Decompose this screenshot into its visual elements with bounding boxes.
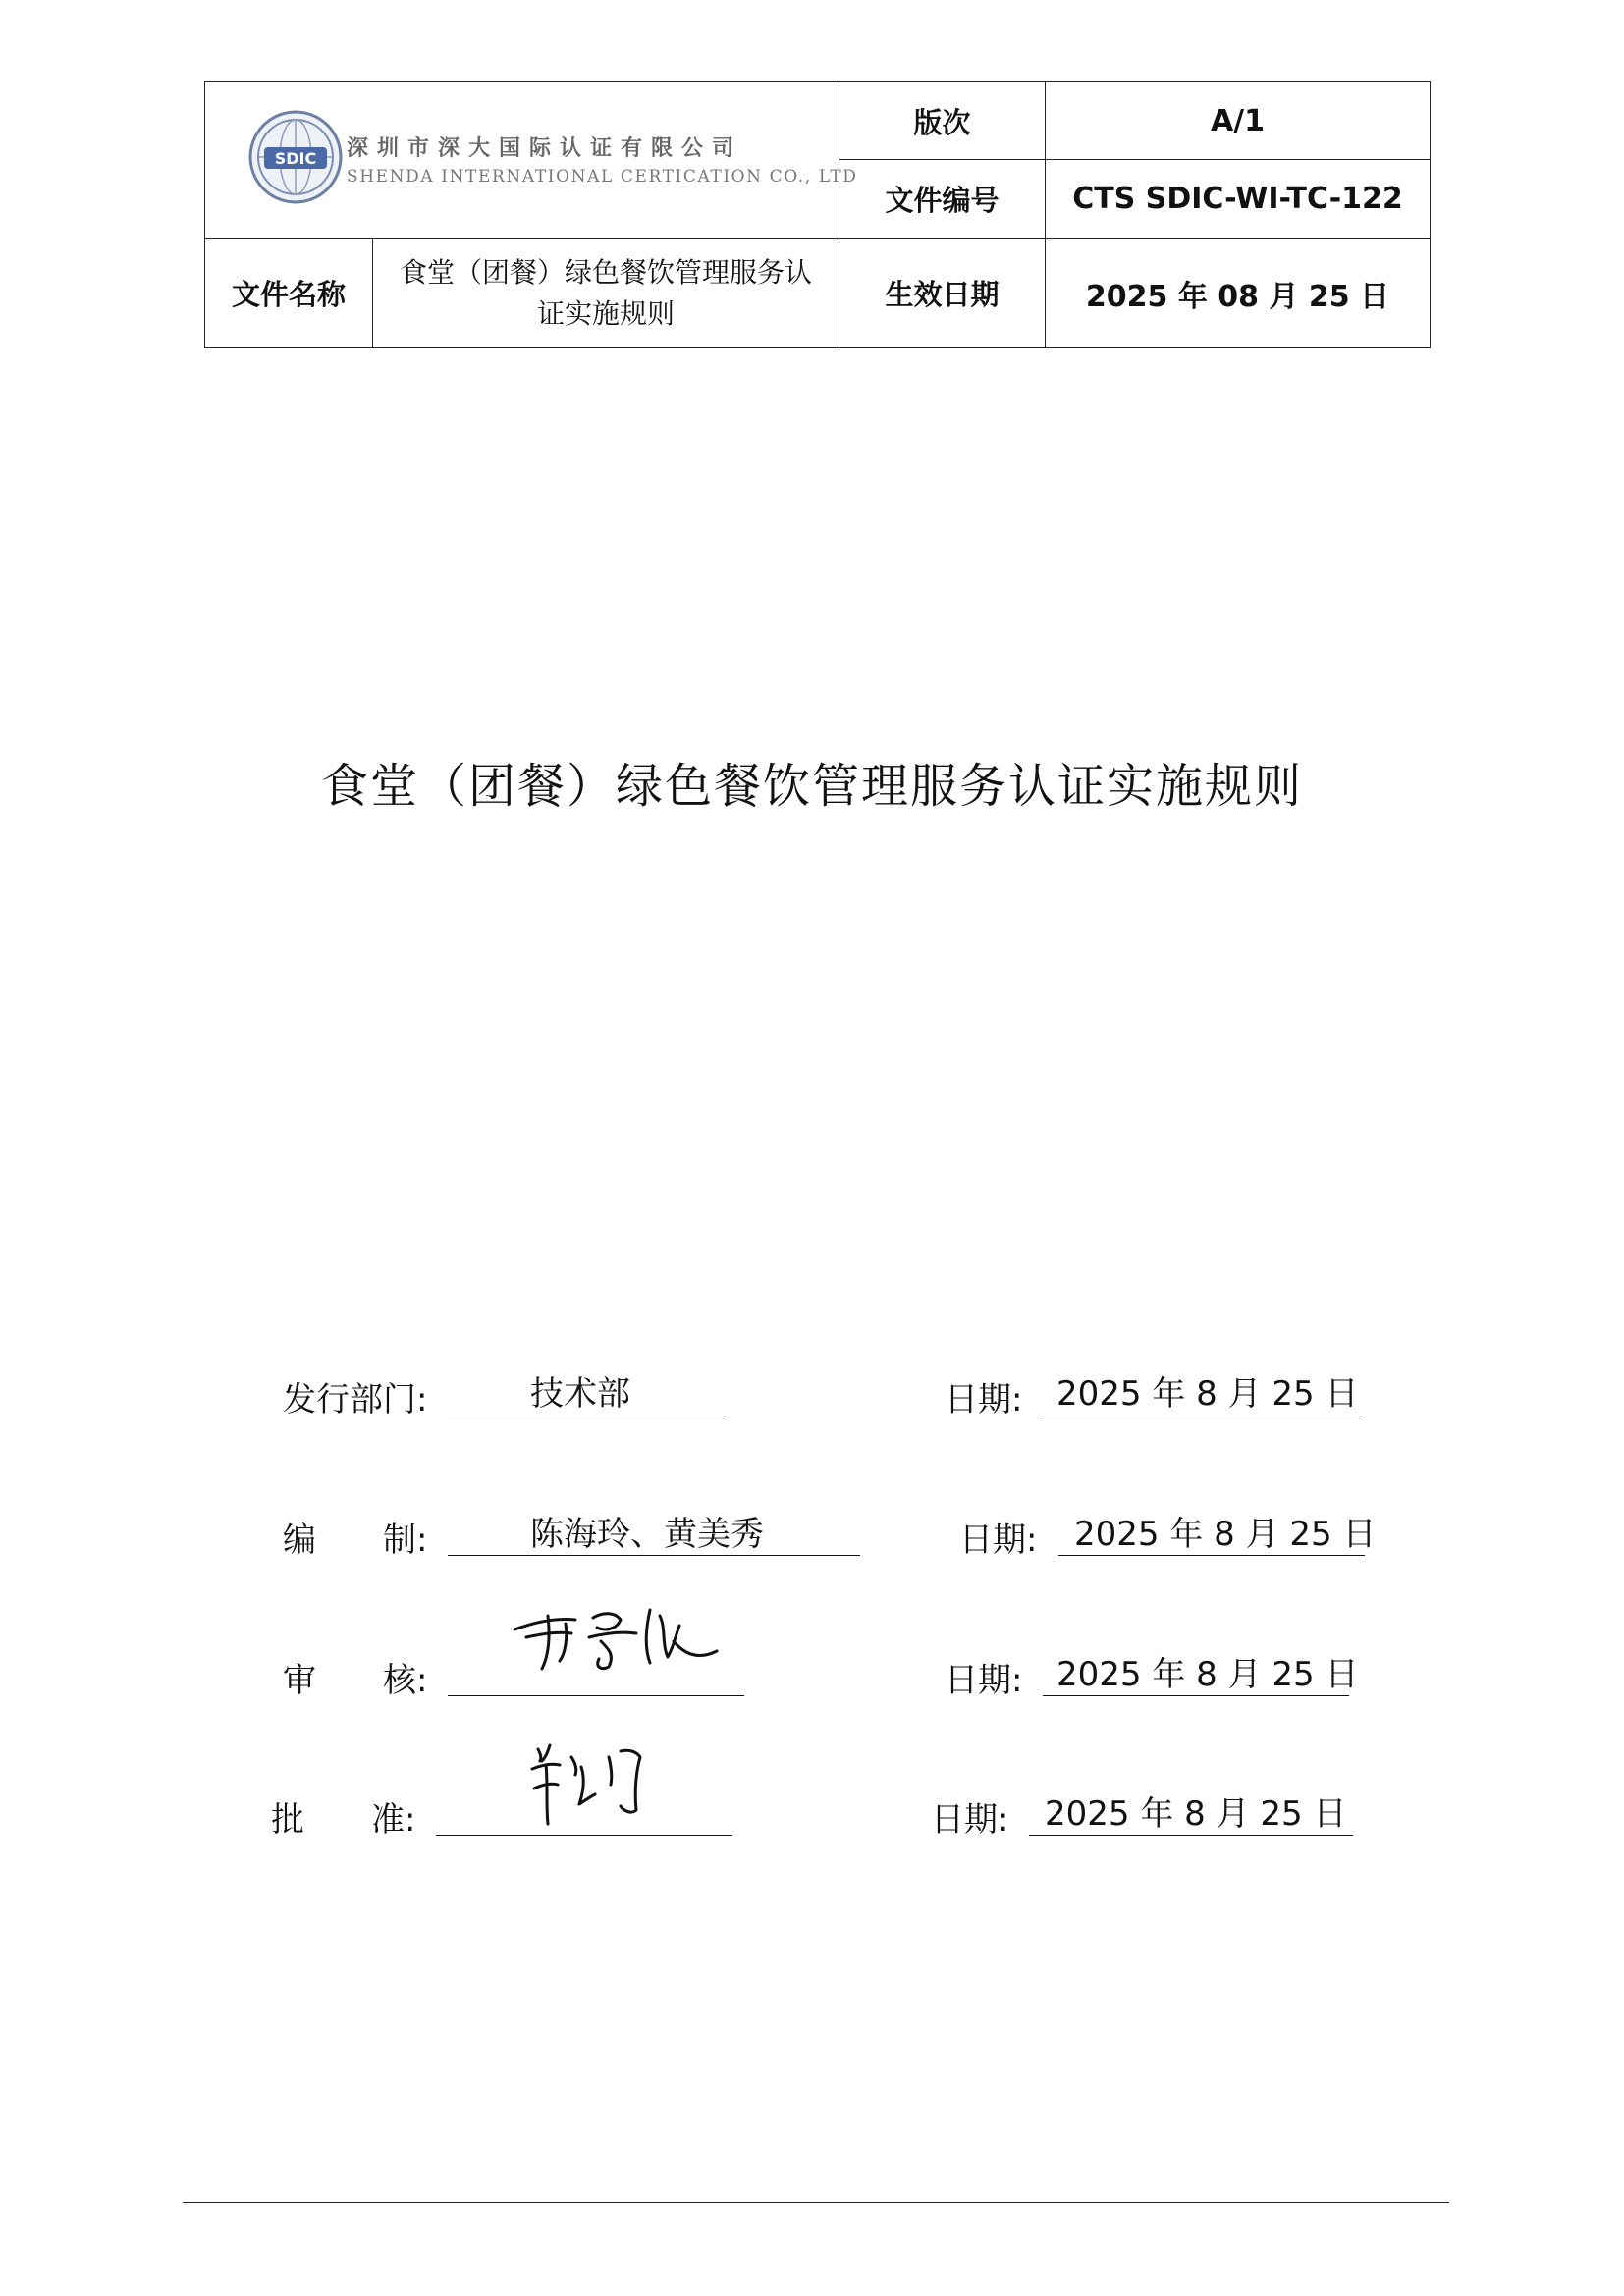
issuer-date-label: 日期:: [945, 1380, 1023, 1419]
approver-signature: [526, 1735, 654, 1830]
footer-divider: [183, 2202, 1449, 2203]
reviewer-signature: [507, 1598, 723, 1679]
company-logo-icon: [248, 110, 343, 204]
author-value: 陈海玲、黄美秀: [530, 1515, 764, 1554]
author-date-field: [1058, 1512, 1377, 1556]
company-name-cn: 深圳市深大国际认证有限公司: [347, 136, 743, 161]
reviewer-date: 2025 年 8 月 25 日: [1056, 1655, 1359, 1694]
effective-date-value: 2025 年 08 月 25 日: [1046, 239, 1431, 348]
reviewer-label: 审 核:: [283, 1661, 428, 1700]
version-value: A/1: [1046, 82, 1431, 160]
approver-label: 批 准:: [271, 1800, 416, 1840]
author-date-label: 日期:: [959, 1521, 1038, 1560]
reviewer-date-field: [1043, 1652, 1359, 1696]
document-name-value: 食堂（团餐）绿色餐饮管理服务认证实施规则: [373, 239, 839, 348]
reviewer-date-label: 日期:: [945, 1661, 1023, 1700]
issuer-value: 技术部: [530, 1374, 630, 1414]
issuer-date: 2025 年 8 月 25 日: [1056, 1374, 1359, 1414]
document-name-label: 文件名称: [205, 239, 373, 348]
author-label: 编 制:: [283, 1521, 428, 1560]
document-number-label: 文件编号: [839, 160, 1046, 239]
approver-date-label: 日期:: [931, 1800, 1009, 1840]
document-header-table: [204, 81, 1431, 348]
document-number-value: CTS SDIC-WI-TC-122: [1046, 160, 1431, 239]
company-logo-cell: [205, 82, 858, 239]
effective-date-label: 生效日期: [839, 239, 1046, 348]
logo-text: SDIC: [274, 149, 317, 168]
author-field: [448, 1512, 860, 1556]
version-label: 版次: [839, 82, 1046, 160]
author-date: 2025 年 8 月 25 日: [1074, 1515, 1377, 1554]
company-name-en: SHENDA INTERNATIONAL CERTICATION CO., LTD: [347, 167, 858, 187]
document-title: 食堂（团餐）绿色餐饮管理服务认证实施规则: [320, 759, 1303, 814]
issuer-field: [448, 1371, 729, 1415]
approver-date-field: [1029, 1791, 1353, 1836]
approver-date: 2025 年 8 月 25 日: [1045, 1794, 1347, 1834]
company-logo: [248, 110, 858, 212]
issuer-date-field: [1043, 1371, 1365, 1415]
issuer-label: 发行部门:: [283, 1380, 428, 1419]
